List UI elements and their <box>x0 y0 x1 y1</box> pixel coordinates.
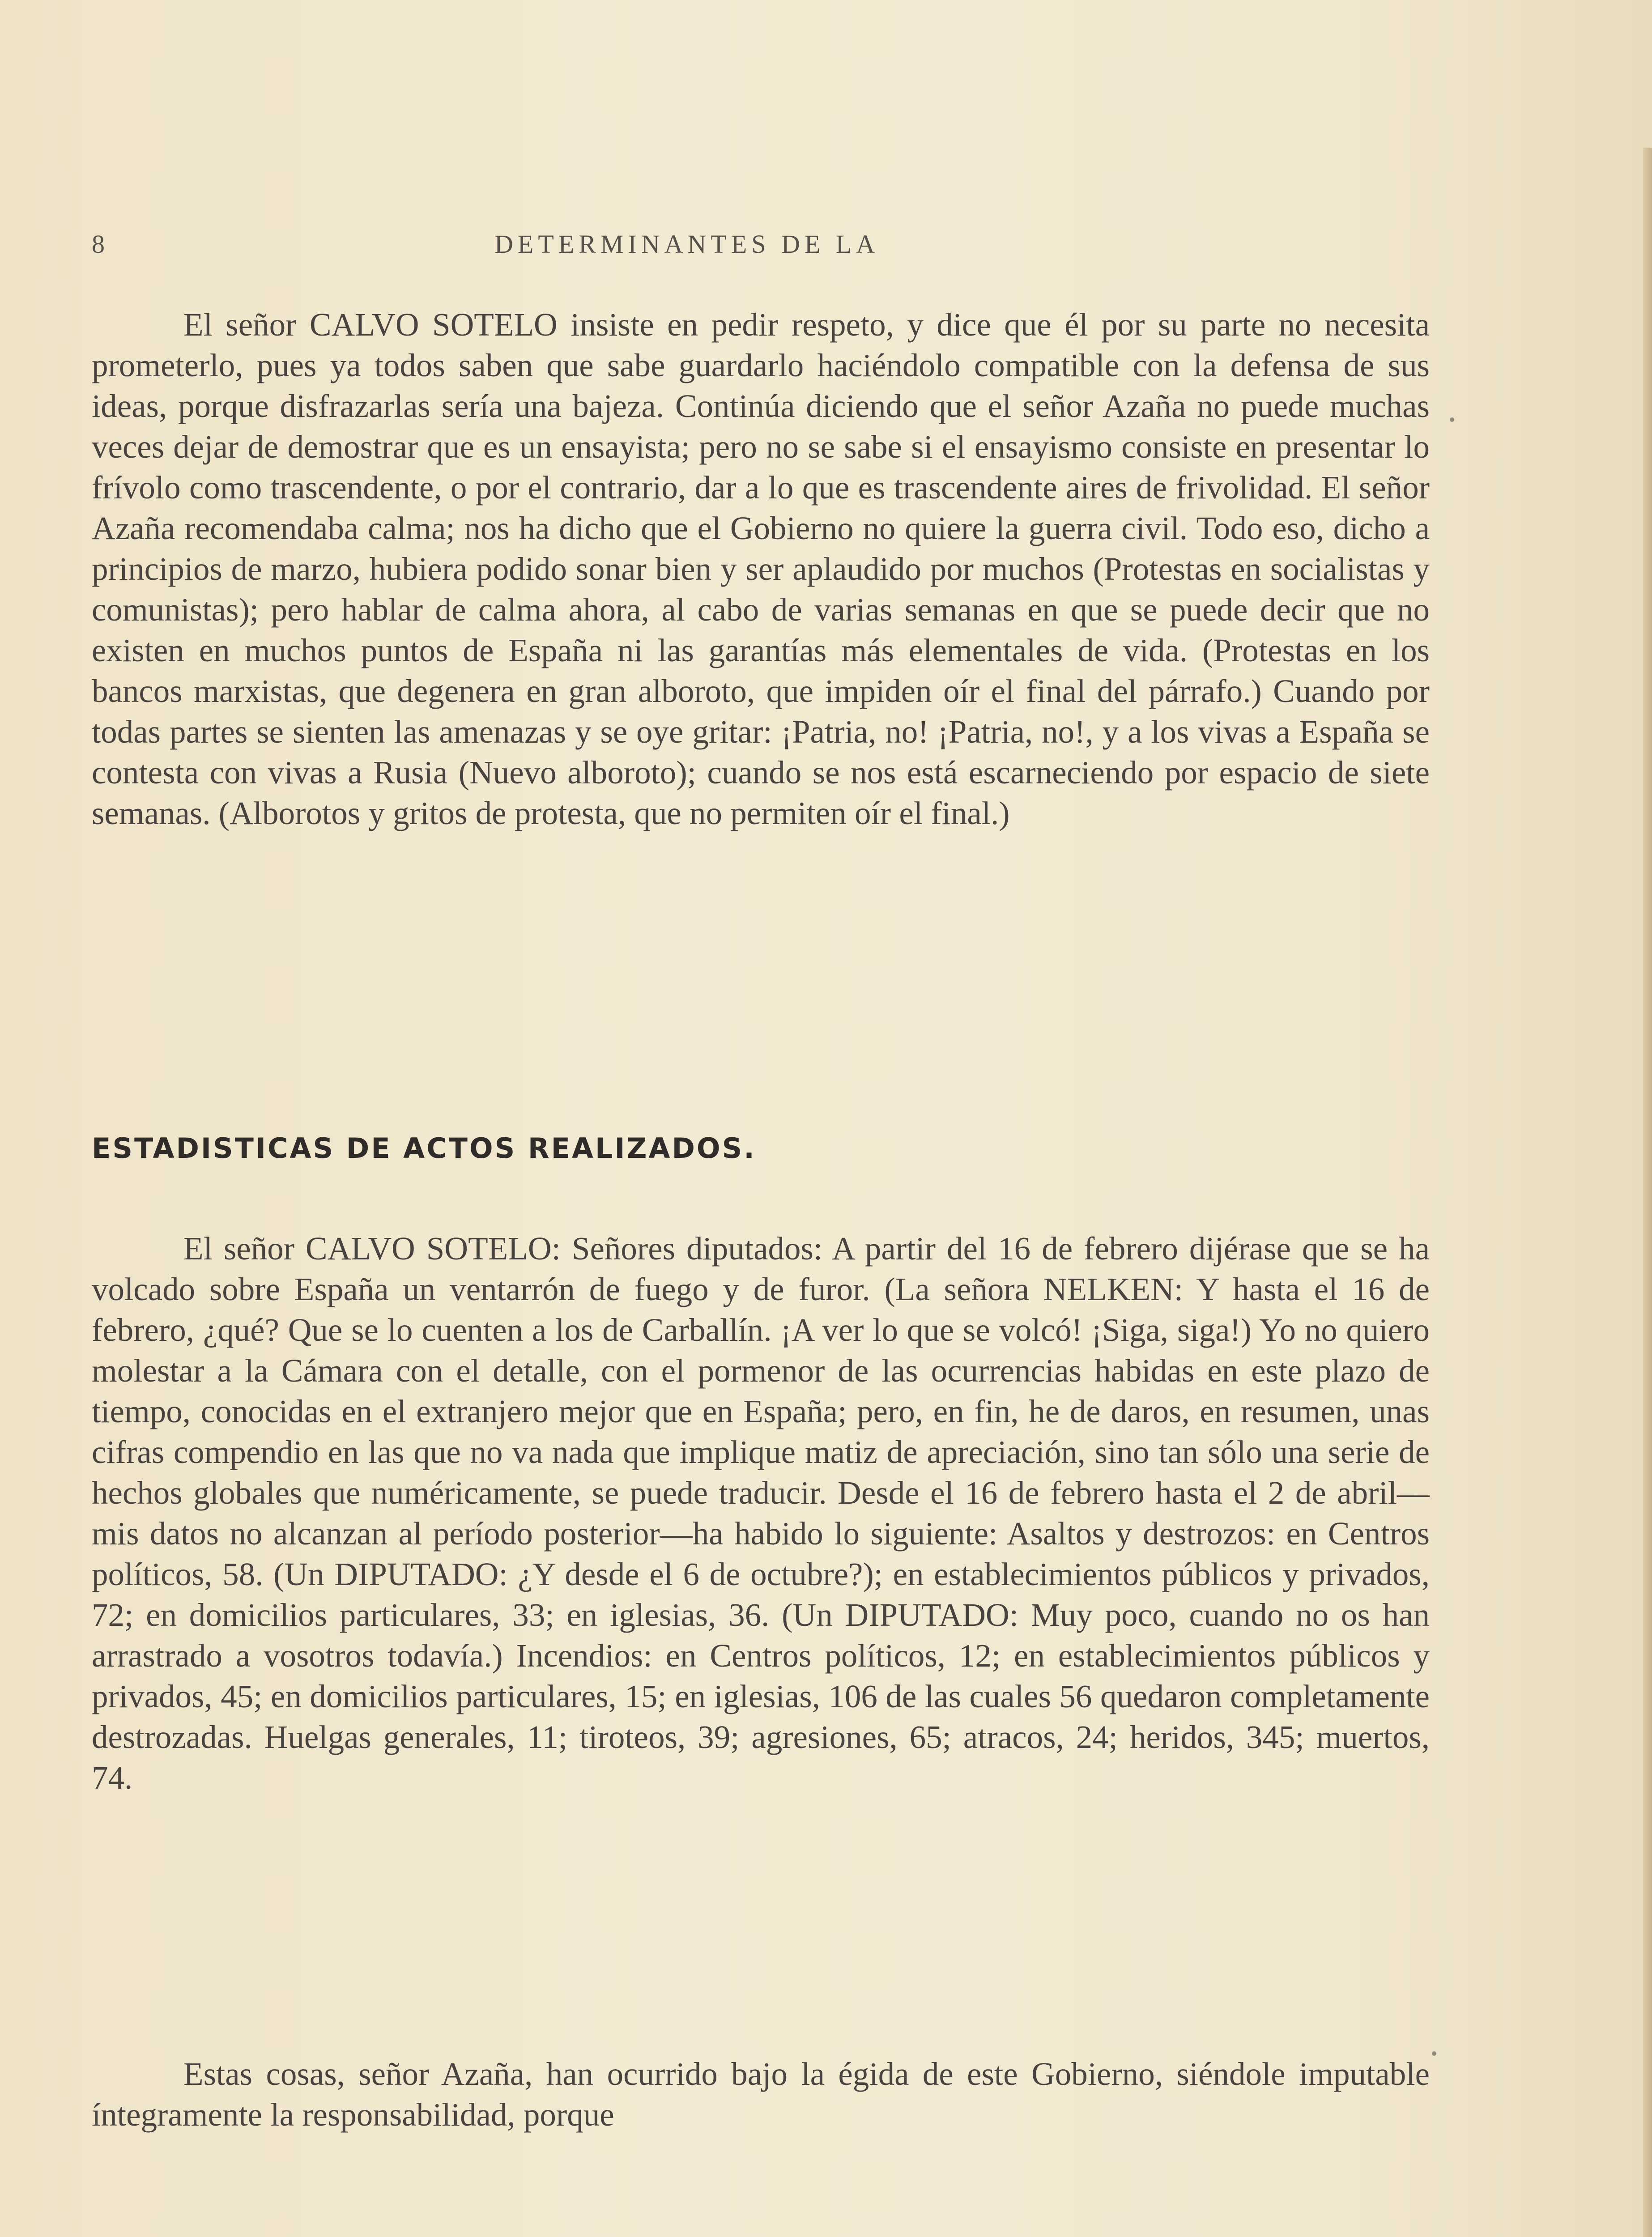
paragraph-calvo-sotelo-respeto: El señor CALVO SOTELO insiste en pedir respeto, y dice que él por su parte no necesita prometerlo, pues ya todos saben que sabe guardarlo haciéndolo compatible con la defensa de sus ideas, porque disfrazarlas sería una bajeza. Continúa diciendo que el señor Azaña no puede muchas veces dejar de demostrar que es un ensayista; pero no se sabe si el ensayismo consiste en presentar lo frívolo como trascendente, o por el contrario, dar a lo que es trascendente aires de frivolidad. El señor Azaña recomendaba calma; nos ha dicho que el Gobierno no quiere la guerra civil. Todo eso, dicho a principios de marzo, hubiera podido sonar bien y ser aplaudido por muchos (Protestas en socialistas y comunistas); pero hablar de calma ahora, al cabo de varias semanas en que se puede decir que no existen en muchos puntos de España ni las garantías más elementales de vida. (Protestas en los bancos marxistas, que degenera en gran alboroto, que impiden oír el final del párrafo.) Cuando por todas partes se sienten las amenazas y se oye gritar: ¡Patria, no! ¡Patria, no!, y a los vivas a España se contesta con vivas a Rusia (Nuevo alboroto); cuando se nos está escarneciendo por espacio de siete semanas. (Alborotos y gritos de protesta, que no permiten oír el final.) <box>92 306 1430 831</box>
paragraph-estas-cosas: Estas cosas, señor Azaña, han ocurrido bajo la égida de este Gobierno, siéndole imputable íntegramente la responsabilidad, porque <box>92 2056 1430 2133</box>
ink-speck <box>1432 2051 1436 2056</box>
page-number: 8 <box>92 230 107 259</box>
section-heading: ESTADISTICAS DE ACTOS REALIZADOS. <box>92 1132 756 1165</box>
paragraph-estadisticas: El señor CALVO SOTELO: Señores diputados: A partir del 16 de febrero dijérase que se ha volcado sobre España un ventarrón de fuego y de furor. (La señora NELKEN: Y hasta el 16 de febrero, ¿qué? Que se lo cuenten a los de Carballín. ¡A ver lo que se volcó! ¡Siga, siga!) Yo no quiero molestar a la Cámara con el detalle, con el pormenor de las ocurrencias habidas en este plazo de tiempo, conocidas en el extranjero mejor que en España; pero, en fin, he de daros, en resumen, unas cifras compendio en las que no va nada que implique matiz de apreciación, sino tan sólo una serie de hechos globales que numéricamente, se puede traducir. Desde el 16 de febrero hasta el 2 de abril—mis datos no alcanzan al período posterior—ha habido lo siguiente: Asaltos y destrozos: en Centros políticos, 58. (Un DIPUTADO: ¿Y desde el 6 de octubre?); en establecimientos públicos y privados, 72; en domicilios particulares, 33; en iglesias, 36. (Un DIPUTADO: Muy poco, cuando no os han arrastrado a vosotros todavía.) Incendios: en Centros políticos, 12; en establecimientos públicos y privados, 45; en domicilios particulares, 15; en iglesias, 106 de las cuales 56 quedaron completamente destrozadas. Huelgas generales, 11; tiroteos, 39; agresiones, 65; atracos, 24; heridos, 345; muertos, 74. <box>92 1230 1430 1796</box>
running-head: DETERMINANTES DE LA <box>494 230 880 259</box>
page-header <box>92 229 1434 269</box>
ink-speck <box>1450 417 1454 422</box>
page-right-edge <box>1643 148 1652 2237</box>
